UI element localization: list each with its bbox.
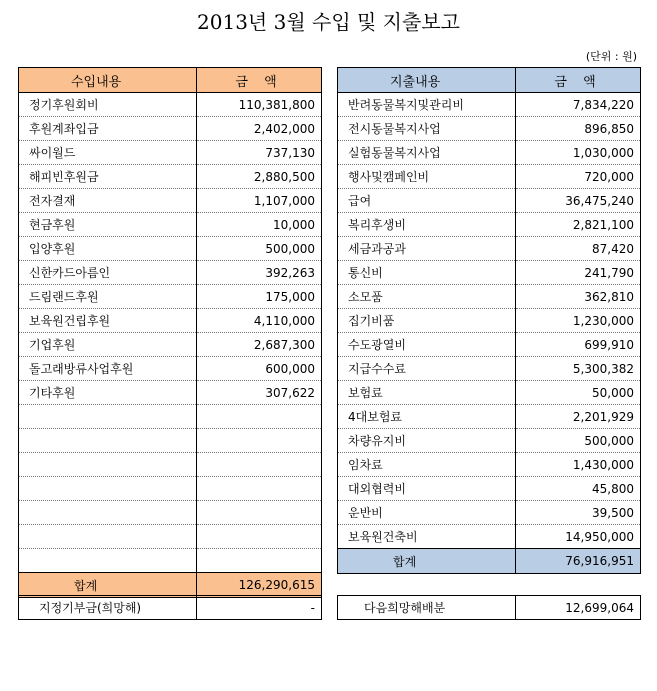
expense-row [338, 333, 641, 357]
income-total-row [19, 573, 322, 598]
income-row [19, 213, 322, 237]
expense-item-amount: 362,810 [516, 285, 641, 309]
expense-item-label: 지급수수료 [338, 357, 516, 381]
expense-header-amount: 금 액 [516, 68, 641, 93]
income-item-label: 현금후원 [19, 213, 197, 237]
income-item-label [19, 429, 197, 453]
income-item-label: 기타후원 [19, 381, 197, 405]
expense-header-label: 지출내용 [338, 68, 516, 93]
expense-item-label: 소모품 [338, 285, 516, 309]
expense-item-label: 임차료 [338, 453, 516, 477]
expense-item-amount: 14,950,000 [516, 525, 641, 549]
expense-item-label: 행사및캠페인비 [338, 165, 516, 189]
income-item-label: 정기후원회비 [19, 93, 197, 117]
distribution-table [337, 595, 641, 620]
designated-fund-label: 지정기부금(희망해) [19, 596, 197, 620]
expense-item-label: 집기비품 [338, 309, 516, 333]
expense-item-label: 실험동물복지사업 [338, 141, 516, 165]
expense-item-amount: 896,850 [516, 117, 641, 141]
designated-fund-row [19, 596, 322, 620]
income-item-label: 입양후원 [19, 237, 197, 261]
income-item-label: 드림랜드후원 [19, 285, 197, 309]
expense-row [338, 405, 641, 429]
distribution-amount: 12,699,064 [516, 596, 641, 620]
expense-item-label: 세금과공과 [338, 237, 516, 261]
distribution-label: 다음희망해배분 [338, 596, 516, 620]
expense-item-amount: 2,201,929 [516, 405, 641, 429]
expense-row [338, 117, 641, 141]
income-item-label: 신한카드아름인 [19, 261, 197, 285]
expense-row [338, 429, 641, 453]
income-item-amount: 4,110,000 [197, 309, 322, 333]
income-row [19, 285, 322, 309]
expense-item-label: 대외협력비 [338, 477, 516, 501]
income-row [19, 453, 322, 477]
unit-note: (단위 : 원) [585, 50, 637, 63]
income-row [19, 381, 322, 405]
income-total-label: 합계 [19, 573, 197, 598]
income-row [19, 501, 322, 525]
income-row [19, 261, 322, 285]
income-item-amount [197, 501, 322, 525]
income-header-label: 수입내용 [19, 68, 197, 93]
income-row [19, 477, 322, 501]
expense-row [338, 357, 641, 381]
income-item-label [19, 549, 197, 573]
income-row [19, 237, 322, 261]
income-item-amount: 10,000 [197, 213, 322, 237]
expense-item-label: 통신비 [338, 261, 516, 285]
expense-item-amount: 241,790 [516, 261, 641, 285]
income-item-amount: 307,622 [197, 381, 322, 405]
income-row [19, 165, 322, 189]
income-item-label [19, 525, 197, 549]
income-item-amount: 392,263 [197, 261, 322, 285]
income-item-label [19, 453, 197, 477]
income-item-amount [197, 453, 322, 477]
expense-item-amount: 5,300,382 [516, 357, 641, 381]
income-item-amount [197, 525, 322, 549]
income-row [19, 405, 322, 429]
income-item-amount: 600,000 [197, 357, 322, 381]
income-row [19, 117, 322, 141]
expense-item-amount: 39,500 [516, 501, 641, 525]
income-item-amount: 175,000 [197, 285, 322, 309]
expense-row [338, 525, 641, 549]
income-item-amount: 2,687,300 [197, 333, 322, 357]
expense-total-label: 합계 [338, 549, 516, 574]
expense-item-label: 운반비 [338, 501, 516, 525]
income-row [19, 309, 322, 333]
income-item-label: 해피빈후원금 [19, 165, 197, 189]
income-row [19, 93, 322, 117]
expense-item-amount: 699,910 [516, 333, 641, 357]
income-item-label: 보육원건립후원 [19, 309, 197, 333]
expense-row [338, 285, 641, 309]
expense-item-amount: 1,230,000 [516, 309, 641, 333]
expense-item-amount: 45,800 [516, 477, 641, 501]
expense-row [338, 381, 641, 405]
expense-row [338, 213, 641, 237]
income-item-label: 후원계좌입금 [19, 117, 197, 141]
income-row [19, 141, 322, 165]
expense-row [338, 309, 641, 333]
income-item-label: 전자결재 [19, 189, 197, 213]
expense-header-row [338, 68, 641, 93]
income-item-label: 싸이월드 [19, 141, 197, 165]
expense-item-label: 전시동물복지사업 [338, 117, 516, 141]
expense-row [338, 141, 641, 165]
income-item-label: 기업후원 [19, 333, 197, 357]
income-row [19, 357, 322, 381]
expense-item-label: 급여 [338, 189, 516, 213]
expense-total-amount: 76,916,951 [516, 549, 641, 574]
distribution-row [338, 596, 641, 620]
income-item-amount [197, 405, 322, 429]
income-item-amount: 500,000 [197, 237, 322, 261]
expense-row [338, 165, 641, 189]
expense-item-amount: 1,030,000 [516, 141, 641, 165]
expense-table [337, 67, 641, 574]
income-item-amount [197, 549, 322, 573]
income-item-amount: 2,880,500 [197, 165, 322, 189]
expense-item-label: 수도광열비 [338, 333, 516, 357]
income-item-label [19, 501, 197, 525]
expense-item-amount: 7,834,220 [516, 93, 641, 117]
income-item-amount [197, 429, 322, 453]
income-total-amount: 126,290,615 [197, 573, 322, 598]
expense-row [338, 189, 641, 213]
page-title: 2013년 3월 수입 및 지출보고 [197, 10, 460, 34]
expense-item-amount: 720,000 [516, 165, 641, 189]
expense-total-row [338, 549, 641, 574]
income-header-amount: 금 액 [197, 68, 322, 93]
expense-item-amount: 500,000 [516, 429, 641, 453]
expense-row [338, 453, 641, 477]
designated-fund-amount: - [197, 596, 322, 620]
income-item-amount: 737,130 [197, 141, 322, 165]
income-item-amount: 1,107,000 [197, 189, 322, 213]
income-row [19, 549, 322, 573]
income-item-label: 돌고래방류사업후원 [19, 357, 197, 381]
income-row [19, 429, 322, 453]
expense-item-label: 4대보험료 [338, 405, 516, 429]
income-table [18, 67, 322, 598]
income-header-row [19, 68, 322, 93]
income-item-label [19, 405, 197, 429]
designated-fund-table [18, 595, 322, 620]
expense-item-amount: 36,475,240 [516, 189, 641, 213]
expense-item-label: 보험료 [338, 381, 516, 405]
expense-row [338, 237, 641, 261]
expense-item-amount: 87,420 [516, 237, 641, 261]
income-row [19, 525, 322, 549]
expense-row [338, 501, 641, 525]
income-item-amount: 2,402,000 [197, 117, 322, 141]
income-item-amount [197, 477, 322, 501]
income-row [19, 189, 322, 213]
expense-row [338, 477, 641, 501]
expense-item-label: 복리후생비 [338, 213, 516, 237]
expense-item-amount: 50,000 [516, 381, 641, 405]
expense-item-amount: 2,821,100 [516, 213, 641, 237]
expense-item-amount: 1,430,000 [516, 453, 641, 477]
expense-item-label: 반려동물복지및관리비 [338, 93, 516, 117]
income-item-label [19, 477, 197, 501]
income-item-amount: 110,381,800 [197, 93, 322, 117]
expense-row [338, 93, 641, 117]
expense-row [338, 261, 641, 285]
expense-item-label: 차량유지비 [338, 429, 516, 453]
income-row [19, 333, 322, 357]
expense-item-label: 보육원건축비 [338, 525, 516, 549]
